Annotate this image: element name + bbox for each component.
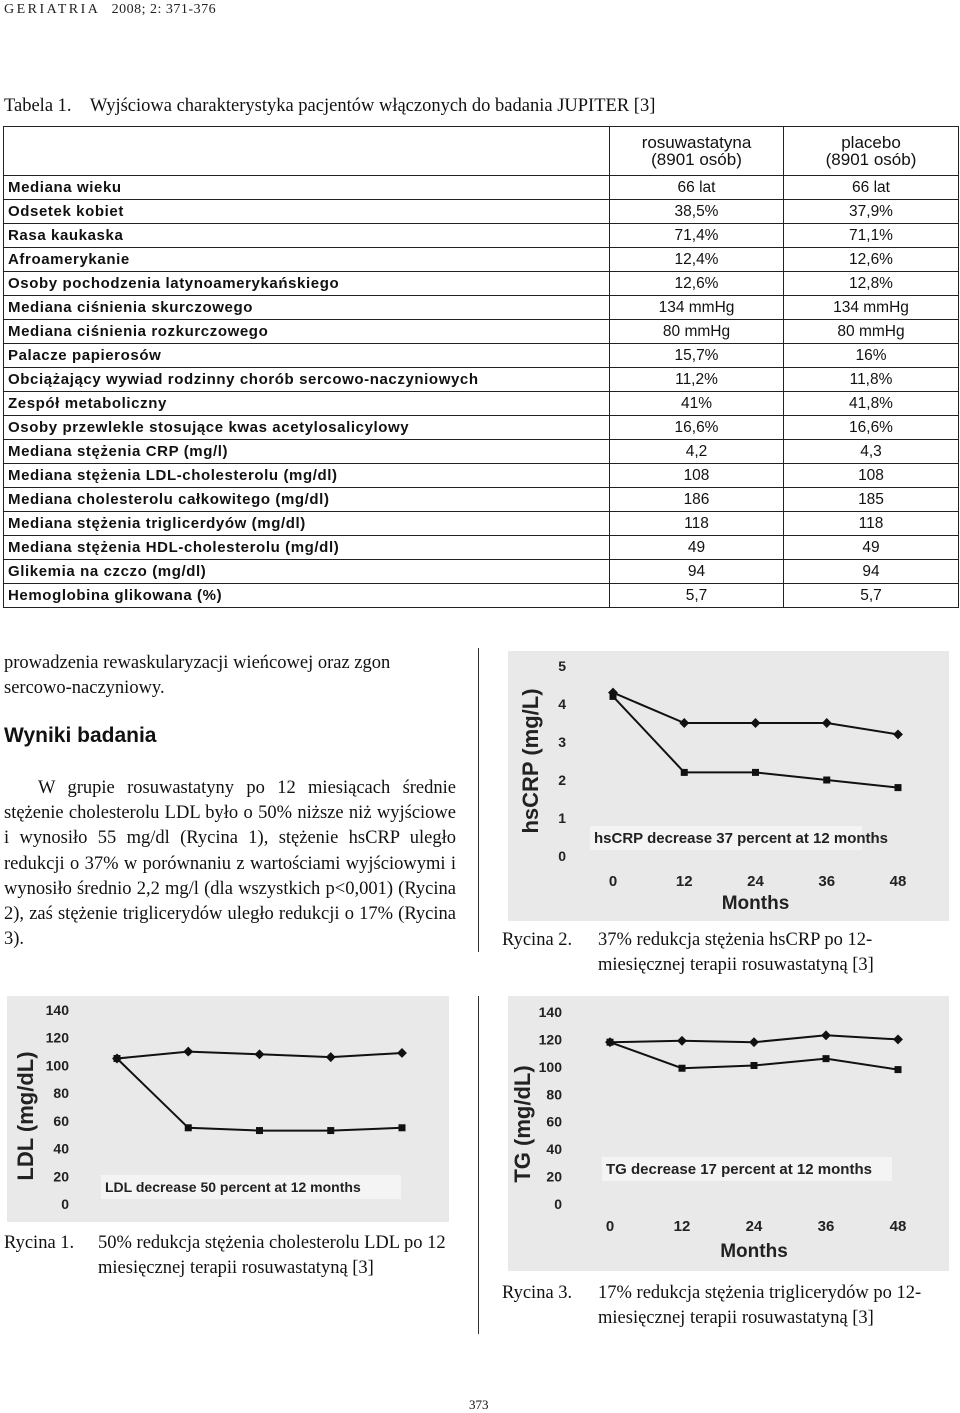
y-axis-label: LDL (mg/dL) [13,1051,38,1181]
rosuvastatin-value: 4,2 [610,440,784,464]
data-point [822,718,832,728]
placebo-value: 4,3 [784,440,959,464]
row-label: Rasa kaukaska [4,224,610,248]
figure-label: Rycina 1. [4,1233,75,1253]
x-axis-label: Months [721,893,790,914]
row-label: Mediana ciśnienia skurczowego [4,296,610,320]
table-row [4,392,959,416]
rosuvastatin-value: 134 mmHg [610,296,784,320]
data-point [399,1124,406,1131]
data-point [114,1055,121,1062]
row-label: Mediana wieku [4,176,610,200]
table-header-rosuvastatin [610,127,784,176]
y-tick-label: 40 [53,1140,69,1157]
chart-annotation: TG decrease 17 percent at 12 months [606,1161,872,1178]
y-tick-label: 120 [45,1029,69,1046]
data-point [823,1055,830,1062]
table-caption-text: Wyjściowa charakterystyka pacjentów włączonych do badania JUPITER [3] [89,96,656,116]
placebo-value: 94 [784,560,959,584]
placebo-value: 11,8% [784,368,959,392]
figure-ldl-chart [7,996,449,1222]
y-tick-label: 0 [554,1196,562,1212]
row-label: Zespół metaboliczny [4,392,610,416]
col-header-name: rosuwastatyna [641,133,752,152]
row-label: Obciążający wywiad rodzinny chorób sercowo-naczyniowych [4,368,610,392]
x-tick-label: 24 [747,873,764,890]
x-tick-label: 36 [817,1218,835,1235]
y-tick-label: 40 [546,1141,562,1158]
table-header-placebo [784,127,959,176]
journal-citation: 2008; 2: 371-376 [111,2,217,17]
placebo-value: 5,7 [784,584,959,608]
col-header-name: placebo [841,133,901,152]
placebo-value: 108 [784,464,959,488]
placebo-value: 16% [784,344,959,368]
paragraph-continued: prowadzenia rewaskularyzacji wieńcowej oraz zgon sercowo-naczyniowy. [4,653,391,698]
results-heading: Wyniki badania [4,724,157,747]
placebo-value: 80 mmHg [784,320,959,344]
x-tick-label: 12 [675,873,693,890]
row-label: Osoby przewlekle stosujące kwas acetylosalicylowy [4,416,610,440]
data-point [397,1048,407,1058]
y-tick-label: 0 [558,848,566,864]
data-point [679,718,689,728]
y-tick-label: 100 [538,1058,562,1075]
rosuvastatin-value: 66 lat [610,176,784,200]
data-point [751,1062,758,1069]
table-row [4,344,959,368]
x-tick-label: 0 [605,1218,615,1235]
y-tick-label: 60 [53,1112,69,1129]
table-row [4,320,959,344]
figure-label: Rycina 2. [502,930,573,950]
chart-annotation: hsCRP decrease 37 percent at 12 months [594,830,889,847]
row-label: Osoby pochodzenia latynoamerykańskiego [4,272,610,296]
table-row [4,536,959,560]
rosuvastatin-value: 15,7% [610,344,784,368]
table-row [4,560,959,584]
table-row [4,224,959,248]
page-number: 373 [469,1397,489,1412]
row-label: Palacze papierosów [4,344,610,368]
data-point [893,1034,903,1044]
placebo-value: 12,6% [784,248,959,272]
row-label: Mediana stężenia HDL-cholesterolu (mg/dl) [4,536,610,560]
table-row [4,512,959,536]
data-point [895,784,902,791]
data-point [821,1030,831,1040]
data-point [677,1036,687,1046]
data-point [893,729,903,739]
y-tick-label: 4 [558,696,566,712]
row-label: Hemoglobina glikowana (%) [4,584,610,608]
rosuvastatin-value: 5,7 [610,584,784,608]
table-row [4,416,959,440]
x-tick-label: 0 [608,873,618,890]
chart-annotation: LDL decrease 50 percent at 12 months [105,1179,361,1195]
table-header-empty [4,127,610,176]
rosuvastatin-value: 94 [610,560,784,584]
y-tick-label: 80 [53,1085,69,1102]
table-row [4,200,959,224]
table-row [4,176,959,200]
data-point [679,1065,686,1072]
x-tick-label: 48 [889,873,907,890]
data-point [895,1066,902,1073]
journal-header [4,2,216,18]
rosuvastatin-value: 12,6% [610,272,784,296]
placebo-value: 118 [784,512,959,536]
table-caption [4,96,655,117]
placebo-value: 16,6% [784,416,959,440]
y-tick-label: 100 [45,1057,69,1074]
placebo-value: 41,8% [784,392,959,416]
data-point [607,1039,614,1046]
figure-tg-chart [508,996,949,1271]
col-header-sub: (8901 osób) [651,150,742,169]
data-point [610,693,617,700]
series-line [117,1059,402,1131]
x-tick-label: 36 [818,873,836,890]
table-header-row [4,127,959,176]
figure-caption-text: 17% redukcja stężenia triglicerydów po 12-miesięcznej terapii rosuwastatyną [3] [598,1283,922,1328]
table-row [4,272,959,296]
table-row [4,464,959,488]
y-tick-label: 60 [546,1113,562,1130]
data-point [256,1127,263,1134]
ldl-chart-svg [7,996,449,1222]
row-label: Mediana ciśnienia rozkurczowego [4,320,610,344]
data-point [185,1124,192,1131]
data-point [326,1052,336,1062]
row-label: Mediana stężenia LDL-cholesterolu (mg/dl) [4,464,610,488]
column-divider [478,996,479,1334]
y-tick-label: 20 [53,1168,69,1185]
rosuvastatin-value: 12,4% [610,248,784,272]
placebo-value: 66 lat [784,176,959,200]
row-label: Odsetek kobiet [4,200,610,224]
placebo-value: 134 mmHg [784,296,959,320]
rosuvastatin-value: 16,6% [610,416,784,440]
table-row [4,248,959,272]
rosuvastatin-value: 71,4% [610,224,784,248]
row-label: Glikemia na czczo (mg/dl) [4,560,610,584]
rosuvastatin-value: 108 [610,464,784,488]
y-tick-label: 140 [538,1004,562,1020]
x-tick-label: 12 [673,1218,691,1235]
table-row [4,440,959,464]
data-point [327,1127,334,1134]
data-point [751,718,761,728]
x-tick-label: 48 [889,1218,907,1235]
row-label: Mediana cholesterolu całkowitego (mg/dl) [4,488,610,512]
table-row [4,584,959,608]
y-tick-label: 120 [538,1031,562,1048]
y-tick-label: 3 [558,734,566,750]
data-point [255,1049,265,1059]
placebo-value: 37,9% [784,200,959,224]
rosuvastatin-value: 186 [610,488,784,512]
col-header-sub: (8901 osób) [825,150,917,169]
figure-hscrp-chart [508,651,949,921]
series-line [613,693,898,735]
data-point [823,777,830,784]
y-tick-label: 140 [45,1002,69,1018]
data-point [752,769,759,776]
rosuvastatin-value: 118 [610,512,784,536]
rosuvastatin-value: 80 mmHg [610,320,784,344]
rosuvastatin-value: 49 [610,536,784,560]
journal-name: GERIATRIA [4,2,100,17]
row-label: Mediana stężenia CRP (mg/l) [4,440,610,464]
row-label: Mediana stężenia triglicerdyów (mg/dl) [4,512,610,536]
data-point [183,1047,193,1057]
y-axis-label: TG (mg/dL) [510,1065,535,1183]
rosuvastatin-value: 38,5% [610,200,784,224]
table-row [4,368,959,392]
y-tick-label: 80 [546,1086,562,1103]
y-axis-label: hsCRP (mg/L) [518,688,543,834]
figure-caption-text: 50% redukcja stężenia cholesterolu LDL po 12 miesięcznej terapii rosuwastatyną [3] [98,1233,446,1278]
rosuvastatin-value: 41% [610,392,784,416]
hscrp-chart-svg [508,651,949,921]
tg-chart-svg [508,996,949,1271]
baseline-characteristics-table [3,126,959,608]
data-point [749,1037,759,1047]
figure-label: Rycina 3. [502,1283,573,1303]
y-tick-label: 0 [61,1196,69,1212]
figure-caption-text: 37% redukcja stężenia hsCRP po 12-miesięcznej terapii rosuwastatyną [3] [598,930,874,975]
table-row [4,296,959,320]
y-tick-label: 5 [558,658,566,674]
placebo-value: 71,1% [784,224,959,248]
x-axis-label: Months [720,1241,788,1262]
y-tick-label: 20 [546,1168,562,1185]
column-divider [478,648,479,952]
placebo-value: 12,8% [784,272,959,296]
placebo-value: 185 [784,488,959,512]
x-tick-label: 24 [745,1218,763,1235]
rosuvastatin-value: 11,2% [610,368,784,392]
placebo-value: 49 [784,536,959,560]
data-point [681,769,688,776]
y-tick-label: 2 [558,772,566,788]
table-caption-label: Tabela 1. [4,96,72,116]
row-label: Afroamerykanie [4,248,610,272]
table-row [4,488,959,512]
y-tick-label: 1 [558,810,566,826]
results-paragraph: W grupie rosuwastatyny po 12 miesiącach średnie stężenie cholesterolu LDL było o 50% niższe niż wyjściowe i wynosiło 55 mg/dl (Rycina 1), stężenie hsCRP uległo redukcji o 37% w porównaniu z wartościami wyjściowymi i wynosiło średnio 2,2 mg/l (dla wszystkich p<0,001) (Rycina 2), zaś stężenie triglicerydów uległo redukcji o 17% (Rycina 3). [4,778,456,950]
